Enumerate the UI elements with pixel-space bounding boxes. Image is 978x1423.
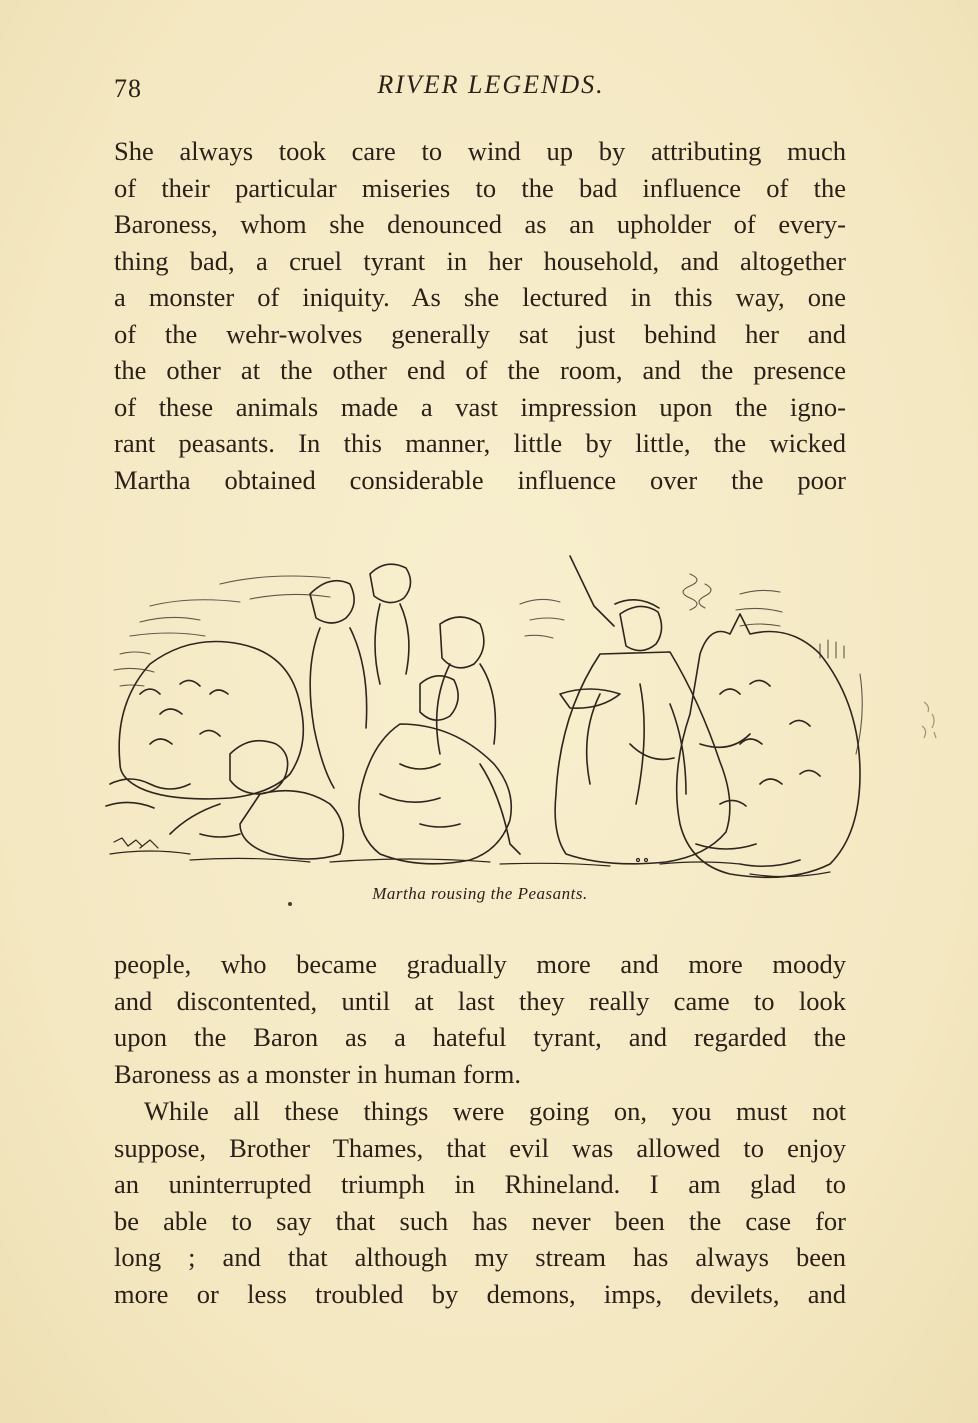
- text-line: While all these things were going on, you must not: [144, 1096, 846, 1126]
- text-line: Baroness, whom she denounced as an upholder of every-: [114, 209, 846, 239]
- ink-speck: [288, 902, 292, 906]
- background-hatching: [114, 574, 862, 754]
- lying-peasant-drawing: [170, 741, 343, 859]
- text-line: the other at the other end of the room, and the presence: [114, 355, 846, 385]
- text-line: and discontented, until at last they really came to look: [114, 985, 846, 1016]
- running-title: RIVER LEGENDS.: [377, 70, 605, 99]
- text-line: be able to say that such has never been the case for: [114, 1205, 846, 1236]
- paragraph-3: [114, 1093, 846, 1312]
- text-line: people, who became gradually more and more moody: [114, 949, 846, 979]
- text-line: Martha obtained considerable influence over the poor: [114, 464, 846, 495]
- text-line: long ; and that although my stream has always been: [114, 1242, 846, 1272]
- page-number: 78: [114, 74, 142, 103]
- text-line: Baroness as a monster in human form.: [114, 1058, 521, 1089]
- standing-peasants-drawing: [310, 564, 495, 788]
- text-line: a monster of iniquity. As she lectured in this way, one: [114, 282, 846, 312]
- left-wolf-drawing: [106, 642, 303, 809]
- page-header: [114, 70, 846, 110]
- text-line: of their particular miseries to the bad influence of the: [114, 172, 846, 203]
- text-line: thing bad, a cruel tyrant in her household, and altogether: [114, 245, 846, 276]
- paragraph-2: [114, 946, 846, 1092]
- paragraph-1: [114, 133, 846, 498]
- text-line: She always took care to wind up by attributing much: [114, 136, 846, 166]
- text-line: of these animals made a vast impression upon the igno-: [114, 391, 846, 422]
- text-line: rant peasants. In this manner, little by little, the wicked: [114, 428, 846, 458]
- margin-ink-mark: [918, 696, 942, 746]
- text-line: suppose, Brother Thames, that evil was allowed to enjoy: [114, 1132, 846, 1163]
- text-line: more or less troubled by demons, imps, devilets, and: [114, 1278, 846, 1309]
- engraving-illustration: [100, 544, 870, 882]
- seated-peasant-drawing: [359, 676, 520, 864]
- artist-signature: [637, 859, 648, 862]
- martha-figure-drawing: [555, 556, 750, 864]
- text-line: of the wehr-wolves generally sat just behind her and: [114, 318, 846, 349]
- text-line: upon the Baron as a hateful tyrant, and regarded the: [114, 1022, 846, 1052]
- illustration-caption: Martha rousing the Peasants.: [372, 884, 588, 903]
- text-line: an uninterrupted triumph in Rhineland. I am glad to: [114, 1169, 846, 1199]
